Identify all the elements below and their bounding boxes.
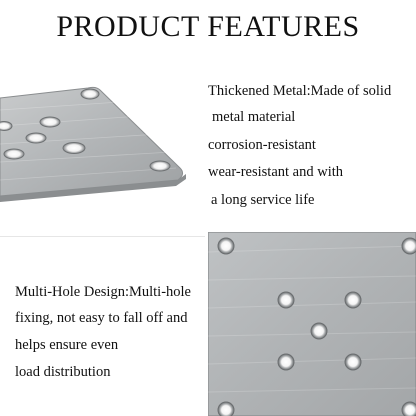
feature-line: Multi-Hole Design:Multi-hole (15, 284, 191, 300)
section-divider (0, 236, 205, 237)
feature-line: helps ensure even (15, 337, 119, 353)
feature-line: wear-resistant and with (208, 164, 343, 180)
feature-line: load distribution (15, 364, 111, 380)
metal-plate-image-angled (0, 62, 200, 237)
page-title: PRODUCT FEATURES (56, 10, 360, 43)
feature-line: corrosion-resistant (208, 137, 316, 153)
metal-plate-image-flat (208, 232, 416, 416)
feature-line: a long service life (211, 192, 315, 208)
feature-line: fixing, not easy to fall off and (15, 310, 188, 326)
feature-line: metal material (212, 109, 296, 125)
feature-line: Thickened Metal:Made of solid (208, 83, 392, 99)
